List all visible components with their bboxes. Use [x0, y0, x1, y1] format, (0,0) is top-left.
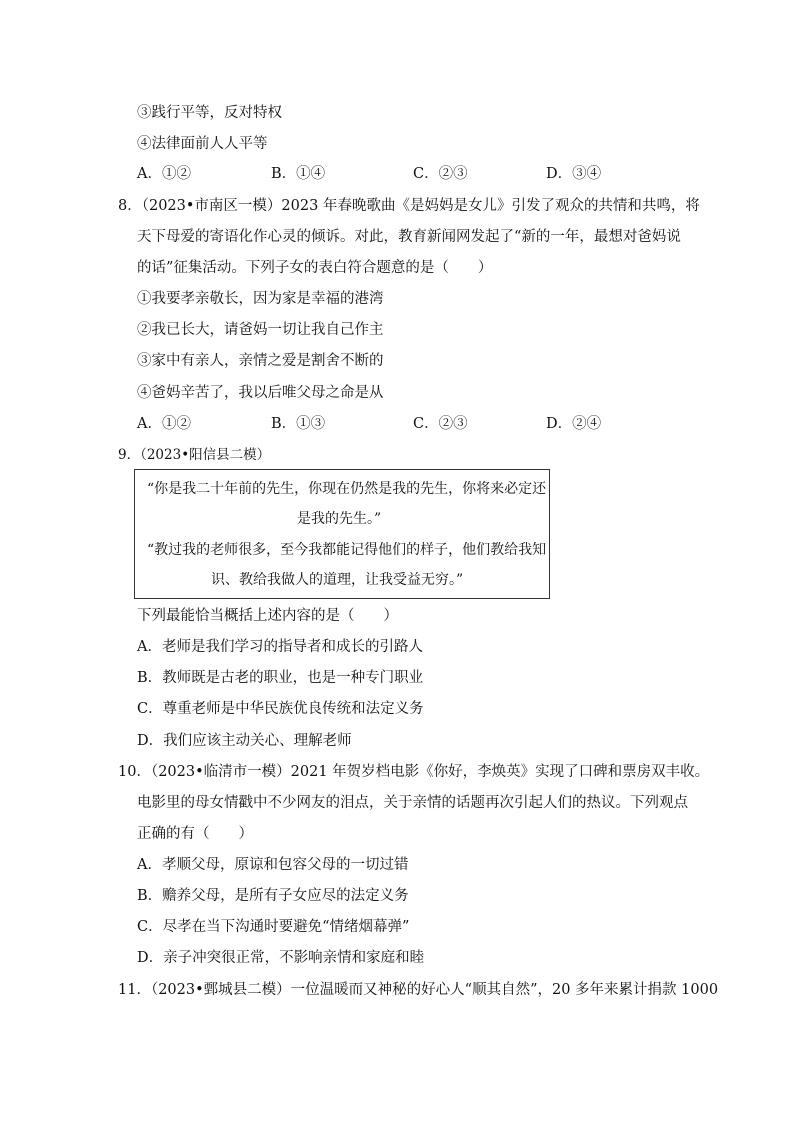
q7-option-b: B．①④	[271, 166, 326, 182]
q10-stem-line2: 电影里的母女情戳中不少网友的泪点，关于亲情的话题再次引起人们的热议。下列观点	[137, 795, 688, 811]
q9-quote-line1: “你是我二十年前的先生，你现在仍然是我的先生，你将来必定还	[147, 481, 547, 497]
q10-option-a: A．孝顺父母，原谅和包容父母的一切过错	[137, 857, 409, 873]
q10-stem-line3: 正确的有（ ）	[137, 826, 253, 842]
q9-quote-line3: “教过我的老师很多，至今我都能记得他们的样子，他们教给我知	[147, 542, 547, 558]
q8-option-d: D．②④	[546, 416, 602, 432]
q8-item-2: ②我已长大，请爸妈一切让我自己作主	[137, 322, 384, 338]
q8-option-b: B．①③	[271, 416, 326, 432]
q7-option-d: D．③④	[546, 166, 602, 182]
q7-item-4: ④法律面前人人平等	[137, 136, 268, 152]
q7-item-3: ③践行平等，反对特权	[137, 105, 282, 121]
q7-option-a: A．①②	[137, 166, 191, 182]
q8-option-c: C．②③	[413, 416, 468, 432]
q7-option-c: C．②③	[413, 166, 468, 182]
q8-stem-line3: 的话”征集活动。下列子女的表白符合题意的是（ ）	[137, 260, 493, 276]
q11-stem-line1: 11．（2023•鄄城县二模）一位温暖而又神秘的好心人“顺其自然”，20 多年来累计捐款 1000	[118, 982, 719, 998]
q8-item-4: ④爸妈辛苦了，我以后唯父母之命是从	[137, 385, 384, 401]
q10-stem-line1: 10．（2023•临清市一模）2021 年贺岁档电影《你好，李焕英》实现了口碑和票房双丰收。	[118, 764, 710, 780]
q8-option-a: A．①②	[137, 416, 191, 432]
q8-item-3: ③家中有亲人，亲情之爱是割舍不断的	[137, 353, 384, 369]
q9-quote-line4: 识、教给我做人的道理，让我受益无穷。”	[211, 572, 464, 588]
q9-quote-box	[134, 469, 550, 599]
q8-stem-line1: 8．（2023•市南区一模）2023 年春晚歌曲《是妈妈是女儿》引发了观众的共情和共鸣，将	[118, 198, 700, 214]
q9-option-c: C．尊重老师是中华民族优良传统和法定义务	[137, 701, 424, 717]
q9-header: 9．（2023•阳信县二模）	[118, 447, 271, 463]
q8-item-1: ①我要孝亲敬长，因为家是幸福的港湾	[137, 291, 384, 307]
q9-stem: 下列最能恰当概括上述内容的是（ ）	[137, 608, 398, 624]
q9-quote-line2: 是我的先生。”	[297, 511, 382, 527]
q10-option-b: B．赡养父母，是所有子女应尽的法定义务	[137, 888, 409, 904]
q9-option-b: B．教师既是古老的职业，也是一种专门职业	[137, 670, 424, 686]
q9-option-d: D．我们应该主动关心、理解老师	[137, 733, 352, 749]
q10-option-c: C．尽孝在当下沟通时要避免“情绪烟幕弹”	[137, 919, 410, 935]
q8-stem-line2: 天下母爱的寄语化作心灵的倾诉。对此，教育新闻网发起了“新的一年，最想对爸妈说	[137, 229, 681, 245]
q10-option-d: D．亲子冲突很正常，不影响亲情和家庭和睦	[137, 950, 425, 966]
q9-option-a: A．老师是我们学习的指导者和成长的引路人	[137, 639, 423, 655]
